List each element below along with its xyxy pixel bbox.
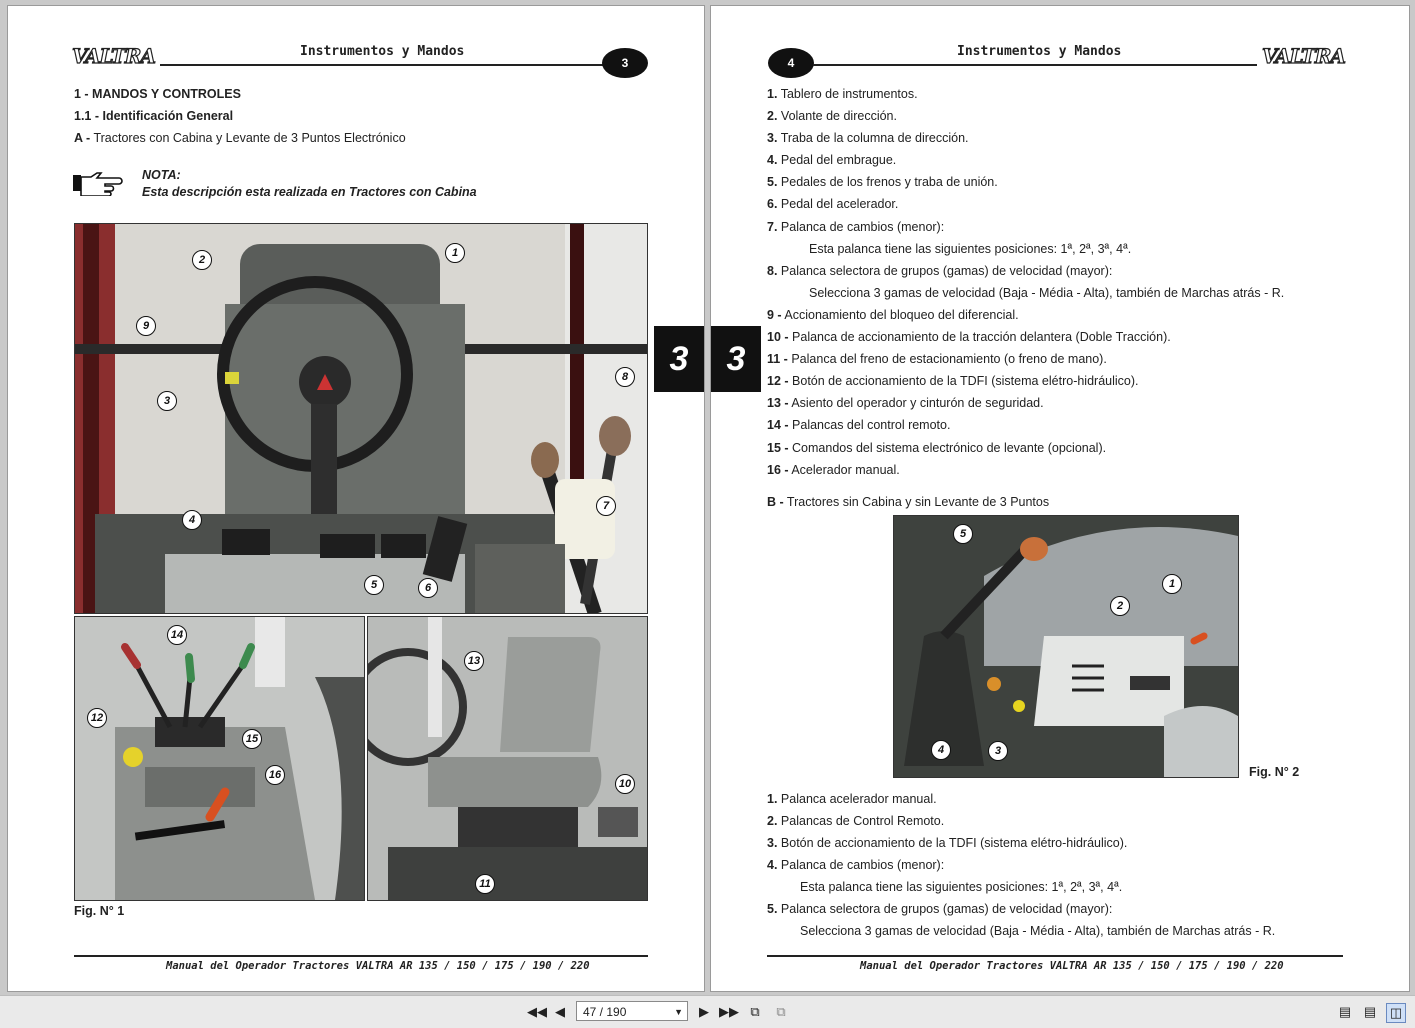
fig2-caption: Fig. N° 2 xyxy=(1249,765,1300,779)
callout-3: 3 xyxy=(988,741,1008,761)
viewer-toolbar xyxy=(0,995,1415,1028)
single-page-icon[interactable]: ▤ xyxy=(1338,1004,1352,1019)
callout-15: 15 xyxy=(242,729,262,749)
page-number: 4 xyxy=(768,48,814,78)
callout-2: 2 xyxy=(1110,596,1130,616)
list-item: 6. Pedal del acelerador. xyxy=(767,197,899,211)
valtra-logo: VALTRA xyxy=(1262,44,1345,68)
sub-a xyxy=(74,131,406,145)
header-rule xyxy=(813,64,1257,66)
sub-b-label: B - xyxy=(767,495,784,509)
callout-13: 13 xyxy=(464,651,484,671)
list-item: 3. Traba de la columna de dirección. xyxy=(767,131,969,145)
list-item: 16 - Acelerador manual. xyxy=(767,463,900,477)
list-item: 2. Palancas de Control Remoto. xyxy=(767,814,945,828)
callout-5: 5 xyxy=(364,575,384,595)
section-tab: 3 xyxy=(711,326,761,392)
list-item: 1. Tablero de instrumentos. xyxy=(767,87,918,101)
pointing-hand-icon xyxy=(72,170,126,196)
subsection-heading: 1.1 - Identificación General xyxy=(74,109,234,123)
list-item: 7. Palanca de cambios (menor): xyxy=(767,220,945,234)
callout-1: 1 xyxy=(1162,574,1182,594)
callout-16: 16 xyxy=(265,765,285,785)
note-text: Esta descripción esta realizada en Tractores con Cabina xyxy=(142,185,477,199)
header-rule xyxy=(160,64,604,66)
sub-a-label: A - xyxy=(74,131,91,145)
list-item: 5. Palanca selectora de grupos (gamas) de velocidad (mayor): xyxy=(767,902,1113,916)
first-page-icon[interactable]: ◀◀ xyxy=(527,1004,547,1019)
operator-seat-illustration xyxy=(368,617,647,900)
footer-rule xyxy=(767,955,1343,957)
list-item: Selecciona 3 gamas de velocidad (Baja - Média - Alta), también de Marchas atrás - R. xyxy=(809,286,1285,300)
tractor-cabin-illustration xyxy=(75,224,647,613)
section-tab: 3 xyxy=(654,326,704,392)
controls-photo xyxy=(74,616,365,901)
list-item: 14 - Palancas del control remoto. xyxy=(767,418,951,432)
callout-5: 5 xyxy=(953,524,973,544)
two-page-icon[interactable]: ◫ xyxy=(1386,1003,1406,1023)
fig1-caption: Fig. N° 1 xyxy=(74,904,125,918)
callout-14: 14 xyxy=(167,625,187,645)
list-item: 15 - Comandos del sistema electrónico de levante (opcional). xyxy=(767,441,1107,455)
next-page-icon[interactable]: ▶ xyxy=(699,1004,709,1019)
page-select[interactable] xyxy=(576,1001,688,1021)
callout-7: 7 xyxy=(596,496,616,516)
list-item: 13 - Asiento del operador y cinturón de seguridad. xyxy=(767,396,1044,410)
seat-photo xyxy=(367,616,648,901)
note-title: NOTA: xyxy=(142,168,181,182)
list-item: 8. Palanca selectora de grupos (gamas) de velocidad (mayor): xyxy=(767,264,1113,278)
continuous-icon[interactable]: ▤ xyxy=(1363,1004,1377,1019)
sub-a-text: Tractores con Cabina y Levante de 3 Puntos Electrónico xyxy=(93,131,406,145)
callout-1: 1 xyxy=(445,243,465,263)
page-indicator: 47 / 190 xyxy=(583,1005,627,1019)
prev-page-icon[interactable]: ◀ xyxy=(555,1004,565,1019)
callout-2: 2 xyxy=(192,250,212,270)
list-item: 12 - Botón de accionamiento de la TDFI (sistema elétro-hidráulico). xyxy=(767,374,1139,388)
list-item: 3. Botón de accionamiento de la TDFI (sistema elétro-hidráulico). xyxy=(767,836,1128,850)
list-item: 1. Palanca acelerador manual. xyxy=(767,792,937,806)
header-title: Instrumentos y Mandos xyxy=(300,44,465,59)
list-item: 5. Pedales de los frenos y traba de unión. xyxy=(767,175,998,189)
tractor-cabin-photo xyxy=(74,223,648,614)
list-item: Esta palanca tiene las siguientes posiciones: 1ª, 2ª, 3ª, 4ª. xyxy=(809,242,1132,256)
callout-12: 12 xyxy=(87,708,107,728)
sub-b-text: Tractores sin Cabina y sin Levante de 3 Puntos xyxy=(786,495,1050,509)
callout-11: 11 xyxy=(475,874,495,894)
callout-10: 10 xyxy=(615,774,635,794)
callout-6: 6 xyxy=(418,578,438,598)
remote-controls-illustration xyxy=(75,617,364,900)
copy-icon[interactable]: ⧉ xyxy=(776,1004,786,1019)
list-item: Esta palanca tiene las siguientes posiciones: 1ª, 2ª, 3ª, 4ª. xyxy=(800,880,1123,894)
list-item: Selecciona 3 gamas de velocidad (Baja - Média - Alta), también de Marchas atrás - R. xyxy=(800,924,1276,938)
list-item: 2. Volante de dirección. xyxy=(767,109,897,123)
list-item: 9 - Accionamiento del bloqueo del diferencial. xyxy=(767,308,1019,322)
valtra-logo: VALTRA xyxy=(72,44,155,68)
callout-4: 4 xyxy=(182,510,202,530)
open-tractor-photo xyxy=(893,515,1239,778)
footer-text: Manual del Operador Tractores VALTRA AR 135 / 150 / 175 / 190 / 220 xyxy=(166,960,590,972)
footer-text: Manual del Operador Tractores VALTRA AR 135 / 150 / 175 / 190 / 220 xyxy=(860,960,1284,972)
callout-4: 4 xyxy=(931,740,951,760)
list-item: 11 - Palanca del freno de estacionamiento (o freno de mano). xyxy=(767,352,1107,366)
callout-3: 3 xyxy=(157,391,177,411)
right-page xyxy=(710,5,1410,992)
last-page-icon[interactable]: ▶▶ xyxy=(719,1004,739,1019)
header-title: Instrumentos y Mandos xyxy=(957,44,1122,59)
callout-8: 8 xyxy=(615,367,635,387)
sub-b xyxy=(767,495,1049,509)
footer-rule xyxy=(74,955,648,957)
chevron-down-icon: ▼ xyxy=(674,1007,683,1017)
list-item: 4. Pedal del embrague. xyxy=(767,153,897,167)
list-item: 10 - Palanca de accionamiento de la tracción delantera (Doble Tracción). xyxy=(767,330,1171,344)
rotate-icon[interactable]: ⧉ xyxy=(750,1004,760,1019)
page-number: 3 xyxy=(602,48,648,78)
open-tractor-illustration xyxy=(894,516,1238,777)
list-item: 4. Palanca de cambios (menor): xyxy=(767,858,945,872)
callout-9: 9 xyxy=(136,316,156,336)
section-heading: 1 - MANDOS Y CONTROLES xyxy=(74,87,241,101)
left-page xyxy=(7,5,705,992)
